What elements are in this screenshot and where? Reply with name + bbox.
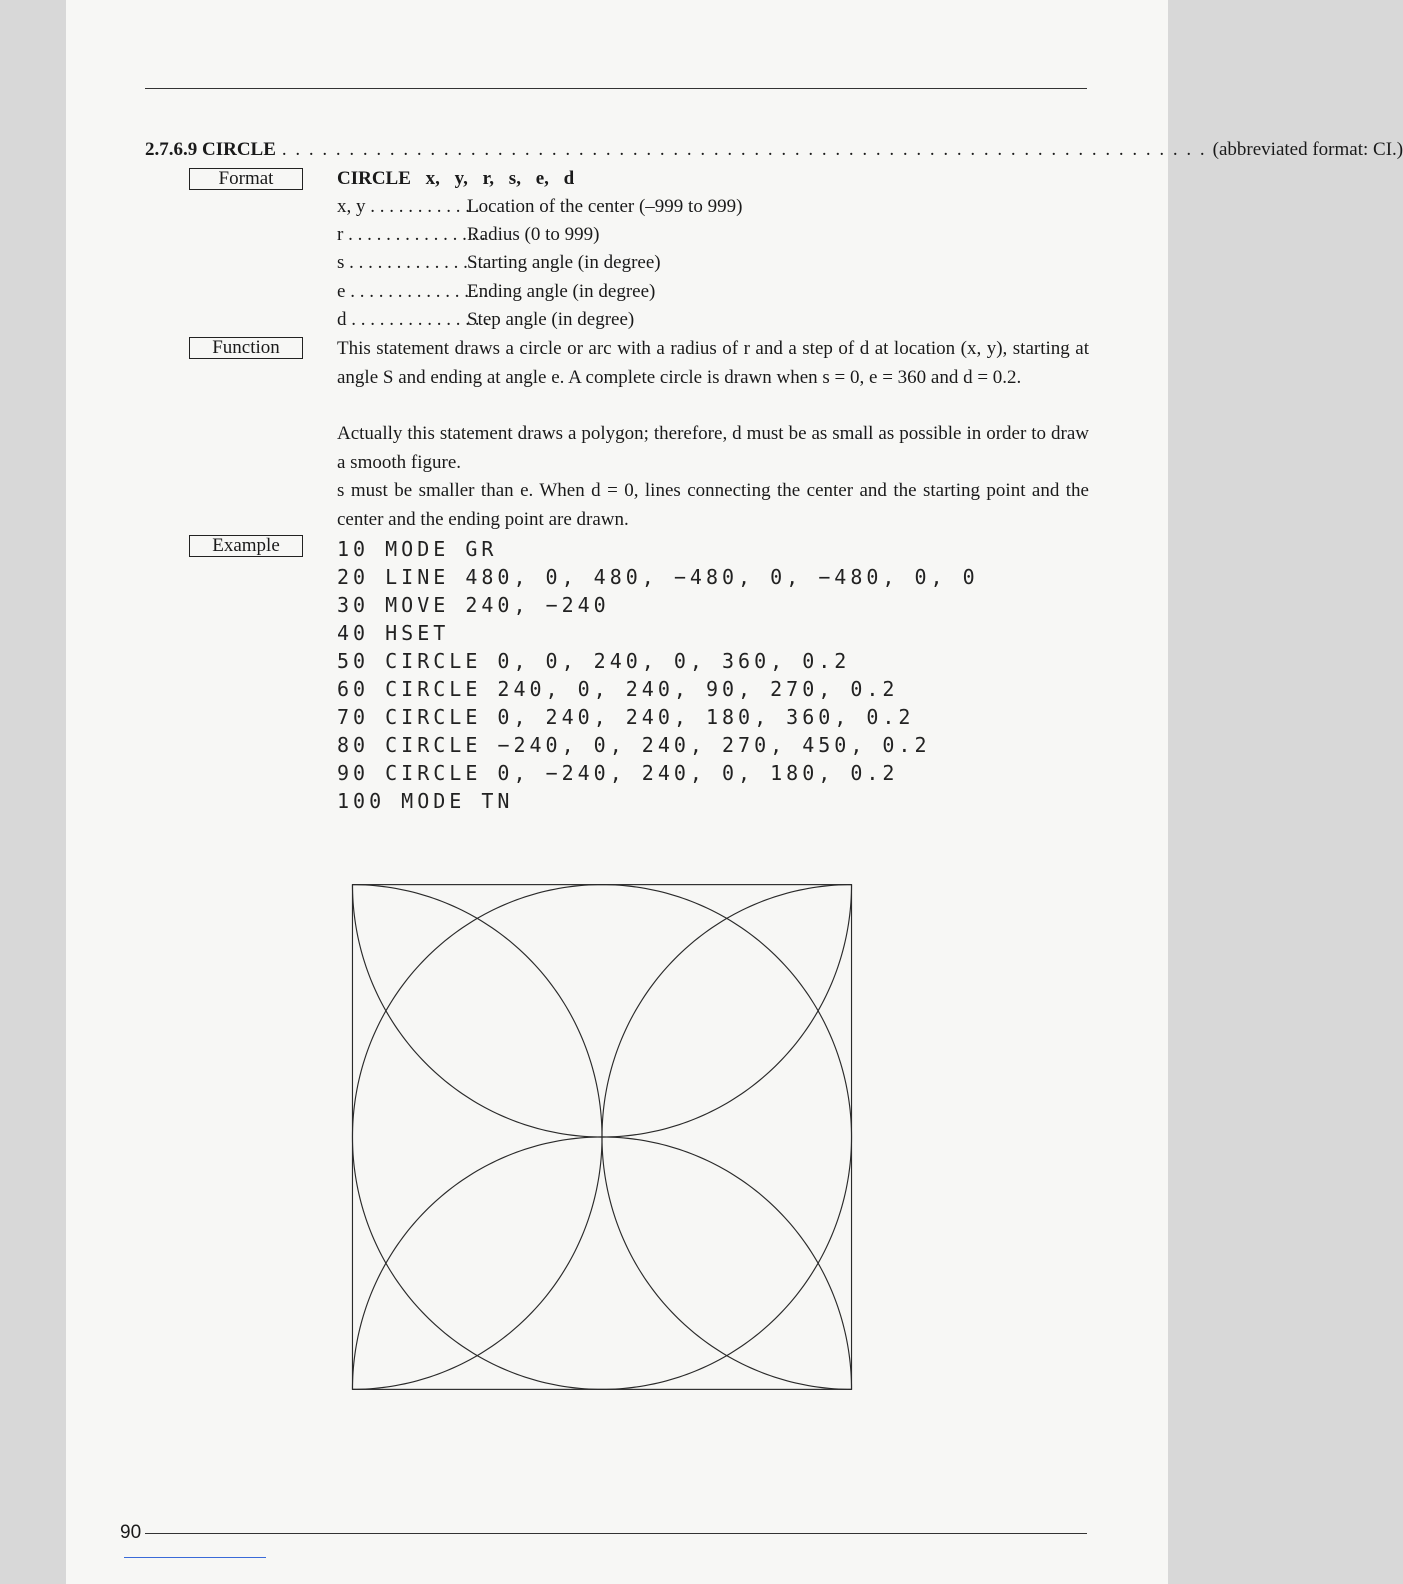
function-label: Function xyxy=(189,337,303,359)
param-name: r . . . . . . . . . . . . . . . xyxy=(337,224,486,245)
code-line: 10 MODE GR xyxy=(337,537,498,561)
section-title: 2.7.6.9 CIRCLE xyxy=(145,139,276,160)
arc-4 xyxy=(352,1137,851,1389)
function-paragraph: This statement draws a circle or arc with a radius of r and a step of d at location (x, y), starting at angle S and ending at angle e. A complete circle is drawn when s = 0, e = 360 and d = 0.2. xyxy=(337,338,1089,388)
section-heading xyxy=(145,139,1403,161)
footer-link-underline xyxy=(124,1557,266,1558)
example-label: Example xyxy=(189,535,303,557)
param-desc: Radius (0 to 999) xyxy=(467,224,600,245)
param-name: e . . . . . . . . . . . . . . . xyxy=(337,281,488,302)
code-line: 80 CIRCLE −240, 0, 240, 270, 450, 0.2 xyxy=(337,733,931,757)
code-line: 70 CIRCLE 0, 240, 240, 180, 360, 0.2 xyxy=(337,705,915,729)
param-row xyxy=(337,224,599,246)
abbreviated-format: (abbreviated format: CI.) xyxy=(1212,139,1403,160)
code-line: 20 LINE 480, 0, 480, −480, 0, −480, 0, 0 xyxy=(337,565,979,589)
code-line: 30 MOVE 240, −240 xyxy=(337,593,610,617)
param-row xyxy=(337,281,655,303)
arc-3 xyxy=(352,885,602,1390)
code-line: 40 HSET xyxy=(337,621,450,645)
code-line: 100 MODE TN xyxy=(337,789,514,813)
param-desc: Step angle (in degree) xyxy=(467,309,635,330)
header-rule xyxy=(145,88,1087,89)
function-paragraph: Actually this statement draws a polygon; therefore, d must be as small as possible in order to draw a smooth figure. xyxy=(337,423,1089,473)
param-name: s . . . . . . . . . . . . . . . xyxy=(337,252,487,273)
format-syntax: CIRCLE x, y, r, s, e, d xyxy=(337,168,575,189)
param-desc: Starting angle (in degree) xyxy=(467,252,661,273)
format-label: Format xyxy=(189,168,303,190)
footer-rule xyxy=(145,1533,1087,1534)
param-name: x, y . . . . . . . . . . . . xyxy=(337,196,480,217)
code-line: 90 CIRCLE 0, −240, 240, 0, 180, 0.2 xyxy=(337,761,899,785)
param-row xyxy=(337,252,661,274)
arc-2 xyxy=(352,885,851,1137)
leader-dots xyxy=(276,139,1213,161)
param-row xyxy=(337,196,742,218)
circle-output-figure xyxy=(340,872,864,1402)
param-desc: Ending angle (in degree) xyxy=(467,281,656,302)
code-line: 60 CIRCLE 240, 0, 240, 90, 270, 0.2 xyxy=(337,677,899,701)
arc-1 xyxy=(602,885,852,1390)
param-row xyxy=(337,309,634,331)
param-desc: Location of the center (–999 to 999) xyxy=(467,196,743,217)
param-name: d . . . . . . . . . . . . . . . xyxy=(337,309,489,330)
page-number: 90 xyxy=(120,1522,142,1543)
function-paragraph: s must be smaller than e. When d = 0, lines connecting the center and the starting point and the center and the ending point are drawn. xyxy=(337,480,1089,530)
code-line: 50 CIRCLE 0, 0, 240, 0, 360, 0.2 xyxy=(337,649,851,673)
